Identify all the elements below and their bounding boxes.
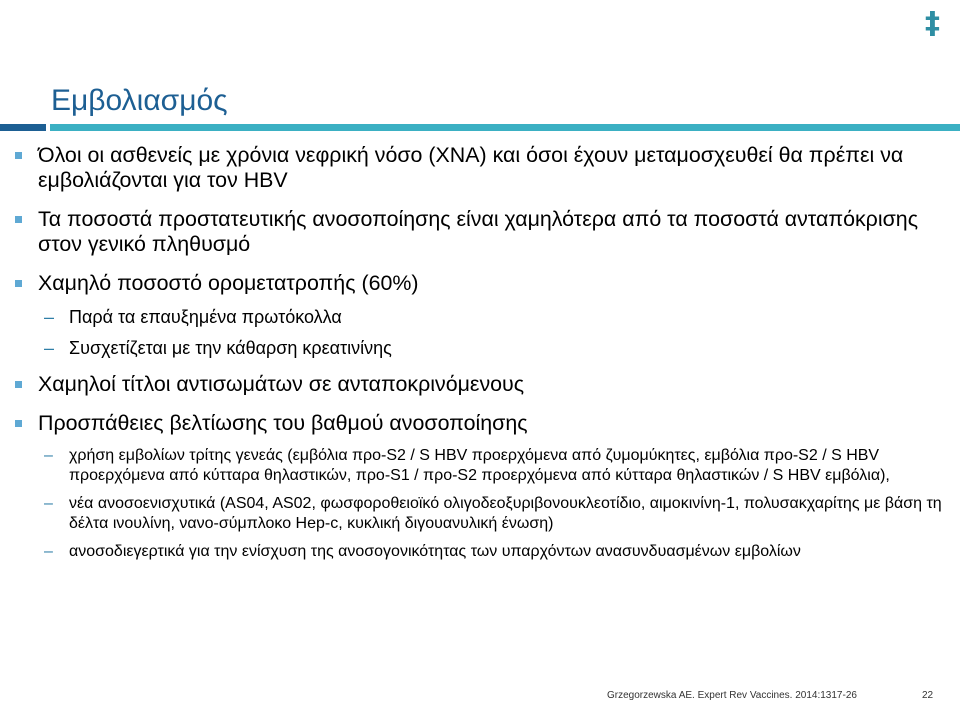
double-dagger-logo-icon: ‡ xyxy=(925,6,940,41)
bullet-text: Προσπάθειες βελτίωσης του βαθμού ανοσοποίησης xyxy=(38,411,528,435)
square-bullet-icon xyxy=(15,216,22,223)
square-bullet-icon xyxy=(15,381,22,388)
dash-bullet-icon: – xyxy=(44,543,53,560)
sub-bullet-text: νέα ανοσοενισχυτικά (AS04, AS02, φωσφοροθειοϊκό ολιγοδεοξυριβονουκλεοτίδιο, αιμοκινίνη-1, πολυσακχαρίτης με βάση τη δέλτα ινουλίνη, νανο-σύμπλοκο Hep-c, κυκλική διγουανυλική ένωση) xyxy=(69,495,942,532)
slide-title: Εμβολιασμός xyxy=(51,84,228,117)
bullet-item xyxy=(14,411,944,436)
bullet-text: Χαμηλοί τίτλοι αντισωμάτων σε ανταποκρινόμενους xyxy=(38,372,525,396)
square-bullet-icon xyxy=(15,420,22,427)
title-underline-dark xyxy=(0,124,46,131)
square-bullet-icon xyxy=(15,280,22,287)
dash-bullet-icon: – xyxy=(44,495,53,512)
sub-bullet-item xyxy=(14,446,944,485)
sub-bullet-text: Συσχετίζεται με την κάθαρση κρεατινίνης xyxy=(69,338,392,358)
dash-bullet-icon: – xyxy=(44,338,55,358)
citation: Grzegorzewska AE. Expert Rev Vaccines. 2014:1317-26 xyxy=(607,690,857,701)
sub-bullet-text: Παρά τα επαυξημένα πρωτόκολλα xyxy=(69,307,342,327)
sub-bullet-text: χρήση εμβολίων τρίτης γενεάς (εμβόλια προ-S2 / S HBV προερχόμενα από ζυμομύκητες, εμβόλια προ-S2 / S HBV προερχόμενα από κύτταρα θηλαστικών, προ-S1 / προ-S2 προερχόμενα από κύτταρα θηλαστικών / S HBV εμβόλια), xyxy=(69,447,890,484)
sub-bullet-item xyxy=(14,306,944,328)
sub-bullet-item xyxy=(14,494,944,533)
bullet-text: Χαμηλό ποσοστό ορομετατροπής (60%) xyxy=(38,271,419,295)
bullet-item xyxy=(14,207,944,257)
page-number: 22 xyxy=(922,690,934,701)
sub-bullet-text: ανοσοδιεγερτικά για την ενίσχυση της ανοσογονικότητας των υπαρχόντων ανασυνδυασμένων εμβολίων xyxy=(69,543,801,560)
sub-bullet-item xyxy=(14,337,944,359)
dash-bullet-icon: – xyxy=(44,307,55,327)
bullet-text: Όλοι οι ασθενείς με χρόνια νεφρική νόσο (ΧΝΑ) και όσοι έχουν μεταμοσχευθεί θα πρέπει να εμβολιάζονται για τον HBV xyxy=(38,143,904,192)
title-underline-light xyxy=(50,124,960,131)
bullet-item xyxy=(14,372,944,397)
bullet-item xyxy=(14,271,944,296)
dash-bullet-icon: – xyxy=(44,447,53,464)
bullet-item xyxy=(14,143,944,193)
slide-content xyxy=(14,143,944,575)
bullet-text: Τα ποσοστά προστατευτικής ανοσοποίησης είναι χαμηλότερα από τα ποσοστά ανταπόκρισης στον γενικό πληθυσμό xyxy=(38,207,919,256)
sub-bullet-item xyxy=(14,542,944,562)
square-bullet-icon xyxy=(15,152,22,159)
